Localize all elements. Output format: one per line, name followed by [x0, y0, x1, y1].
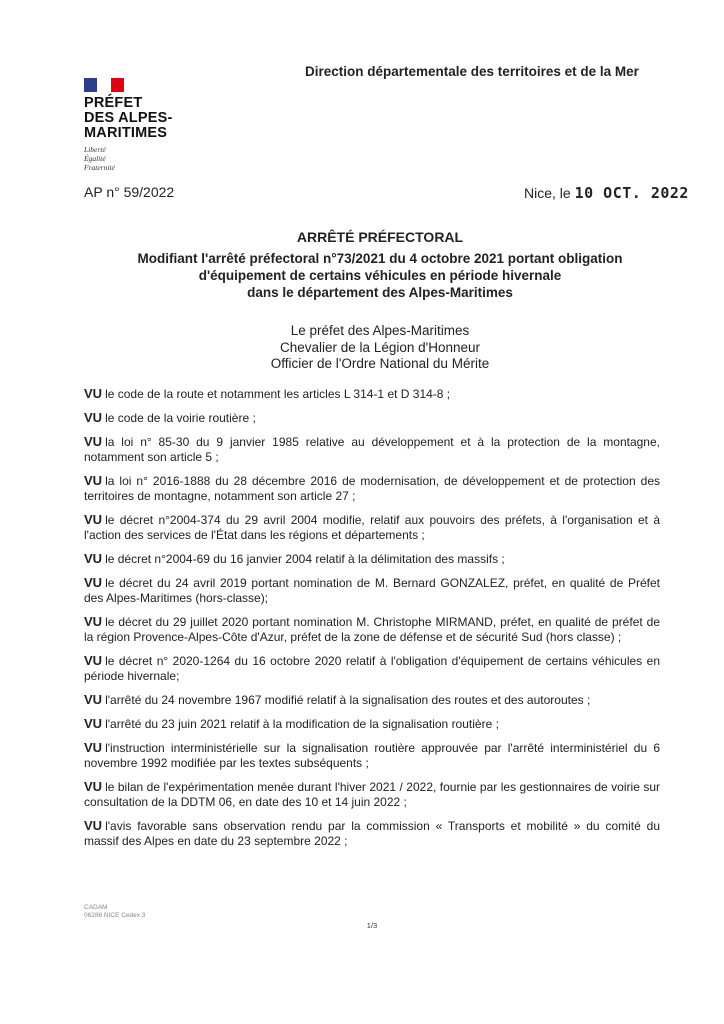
consideration-item [84, 512, 660, 543]
consideration-text: l'avis favorable sans observation rendu par la commission « Transports et mobilité » du comité du massif des Alpes en date du 23 septembre 2022 ; [84, 819, 660, 848]
consideration-text: la loi n° 2016-1888 du 28 décembre 2016 de modernisation, de développement et de protection des territoires de montagne, notamment son article 27 ; [84, 474, 660, 503]
vu-prefix: VU [84, 551, 103, 566]
vu-prefix: VU [84, 434, 103, 449]
footer-org-line-1: CADAM [84, 904, 108, 911]
document-title [80, 228, 680, 301]
date-line [524, 184, 689, 202]
consideration-text: le décret n°2004-374 du 29 avril 2004 modifie, relatif aux pouvoirs des préfets, à l'organisation et à l'action des services de l'État dans les régions et départements ; [84, 513, 660, 542]
consideration-text: l'instruction interministérielle sur la signalisation routière approuvée par l'arrêté interministériel du 6 novembre 1992 modifiée par les textes subséquents ; [84, 741, 660, 770]
prefet-logo [84, 96, 172, 141]
motto-egalite: Égalité [84, 154, 106, 163]
vu-prefix: VU [84, 473, 103, 488]
motto-fraternite: Fraternité [84, 163, 115, 172]
title-subtitle [80, 250, 680, 301]
logo-line-1: PRÉFET [84, 95, 143, 111]
signatory-line-1: Le préfet des Alpes-Maritimes [290, 323, 470, 338]
page-number: 1/3 [366, 921, 378, 930]
consideration-item [84, 473, 660, 504]
consideration-text: l'arrêté du 24 novembre 1967 modifié relatif à la signalisation des routes et des autoroutes ; [105, 693, 591, 707]
subtitle-line-3: dans le département des Alpes-Maritimes [247, 285, 513, 300]
signatory-line-2: Chevalier de la Légion d'Honneur [280, 339, 480, 355]
signatory-line-3: Officier de l'Ordre National du Mérite [270, 356, 490, 371]
consideration-item [84, 692, 660, 708]
consideration-item [84, 386, 660, 402]
issuing-direction: Direction départementale des territoires et de la Mer [305, 64, 639, 79]
consideration-text: l'arrêté du 23 juin 2021 relatif à la modification de la signalisation routière ; [105, 717, 499, 731]
consideration-item [84, 740, 660, 771]
consideration-text: le code de la route et notamment les articles L 314-1 et D 314-8 ; [105, 387, 451, 401]
subtitle-line-2: d'équipement de certains véhicules en période hivernale [198, 268, 562, 283]
consideration-text: le décret du 29 juillet 2020 portant nomination M. Christophe MIRMAND, préfet, en qualité de préfet de la région Provence-Alpes-Côte d'Azur, préfet de la zone de défense et de sécurité Sud (hors classe) ; [84, 615, 660, 644]
subtitle-line-1: Modifiant l'arrêté préfectoral n°73/2021 du 4 octobre 2021 portant obligation [137, 251, 623, 266]
consideration-item [84, 410, 660, 426]
consideration-item [84, 575, 660, 606]
date-stamp: 10 OCT. 2022 [574, 184, 689, 202]
consideration-item [84, 551, 660, 567]
consideration-text: le bilan de l'expérimentation menée durant l'hiver 2021 / 2022, fournie par les gestionnaires de voirie sur consultation de la DDTM 06, en date des 10 et 14 juin 2022 ; [84, 780, 660, 809]
motto-liberte: Liberté [84, 145, 106, 154]
vu-prefix: VU [84, 818, 103, 833]
vu-prefix: VU [84, 410, 103, 425]
footer-address [84, 904, 145, 920]
consideration-item [84, 716, 660, 732]
consideration-item [84, 779, 660, 810]
logo-line-2: DES ALPES- [84, 110, 173, 126]
consideration-item [84, 434, 660, 465]
vu-prefix: VU [84, 614, 103, 629]
consideration-text: le décret n° 2020-1264 du 16 octobre 2020 relatif à l'obligation d'équipement de certains véhicules en période hivernale; [84, 654, 660, 683]
title-main: ARRÊTÉ PRÉFECTORAL [296, 229, 464, 245]
vu-prefix: VU [84, 575, 103, 590]
date-prefix: Nice, le [524, 185, 571, 201]
signatory-block [180, 323, 580, 373]
consideration-text: le décret du 24 avril 2019 portant nomination de M. Bernard GONZALEZ, préfet, en qualité de Préfet des Alpes-Maritimes (hors-classe); [84, 576, 660, 605]
republic-flag-icon [84, 78, 124, 92]
vu-prefix: VU [84, 653, 103, 668]
vu-prefix: VU [84, 779, 103, 794]
consideration-text: le décret n°2004-69 du 16 janvier 2004 relatif à la délimitation des massifs ; [105, 552, 505, 566]
ap-number: AP n° 59/2022 [84, 184, 175, 200]
vu-prefix: VU [84, 692, 103, 707]
considerations-list [84, 386, 660, 857]
consideration-text: le code de la voirie routière ; [105, 411, 256, 425]
vu-prefix: VU [84, 740, 103, 755]
consideration-item [84, 818, 660, 849]
logo-line-3: MARITIMES [84, 125, 168, 141]
consideration-text: la loi n° 85-30 du 9 janvier 1985 relative au développement et à la protection de la montagne, notamment son article 5 ; [84, 435, 660, 464]
vu-prefix: VU [84, 716, 103, 731]
vu-prefix: VU [84, 512, 103, 527]
consideration-item [84, 614, 660, 645]
vu-prefix: VU [84, 386, 103, 401]
footer-org-line-2: 06286 NICE Cedex 3 [84, 912, 146, 919]
republic-motto [84, 145, 115, 172]
consideration-item [84, 653, 660, 684]
